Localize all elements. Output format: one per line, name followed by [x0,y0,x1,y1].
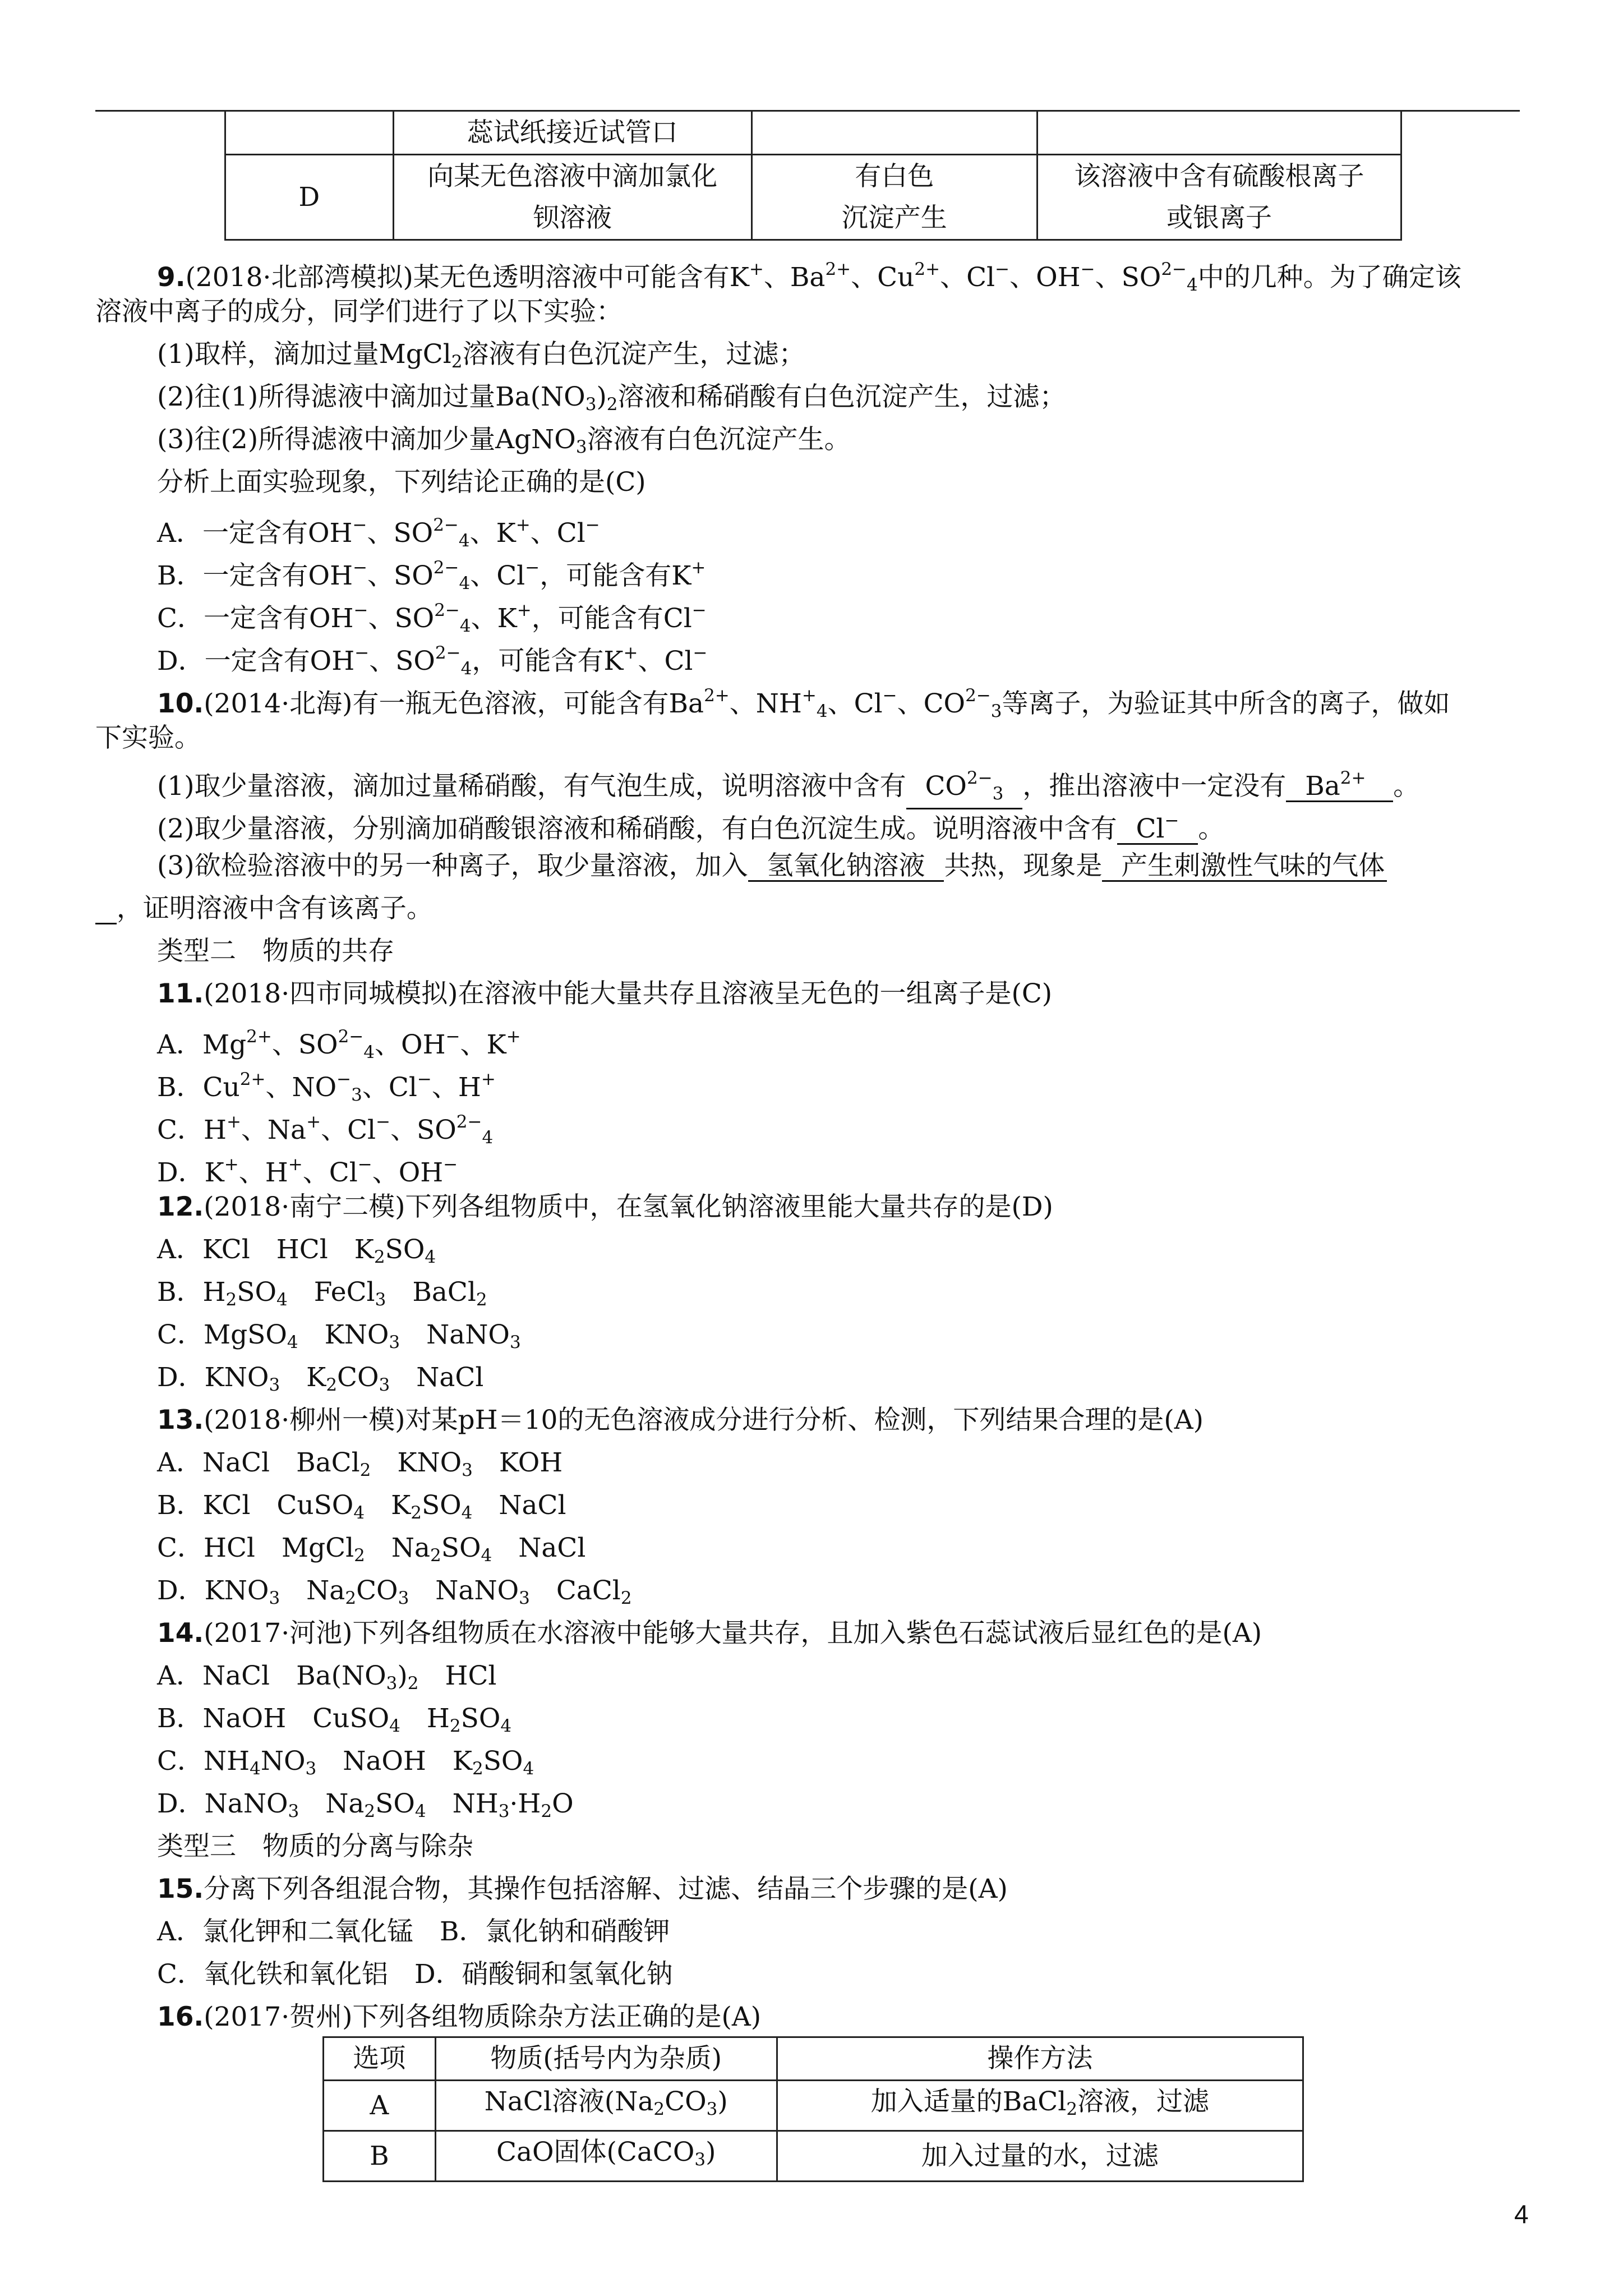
q12-option-b: B．$H_2SO_4$ FeCl$_3$ BaCl$_2$ [157,1277,487,1310]
q10-part3: (3)欲检验溶液中的另一种离子，取少量溶液，加入 氢氧化钠溶液 共热，现象是 产生刺激性气味的气体 [157,849,1387,883]
q9-stem: 9.(2018·北部湾模拟)某无色透明溶液中可能含有K+、$Ba^{2+}$、$Cu^{2+}$、Cl−、OH−、$SO^{2-}_4$中的几种。为了确定该 [157,259,1461,295]
q12-option-c: C．MgSO$_4$ $KNO_3$ NaNO$_3$ [157,1319,521,1352]
answer-blank: $CO^{2-}_3$ [906,764,1023,809]
top-table-cell: 向某无色溶液中滴加氯化 钡溶液 [393,155,751,240]
q11-option-a: A．$Mg^{2+}$、$SO^{2-}_4$、OH−、K+ [157,1027,521,1062]
q16-stem: 16.(2017·贺州)下列各组物质除杂方法正确的是(A) [157,2001,762,2032]
table-header: 操作方法 [777,2037,1303,2081]
q9-option-d: D．一定含有OH−、$SO^{2-}_4$，可能含有K+、Cl− [157,643,708,679]
q9-option-b: B．一定含有OH−、$SO^{2-}_4$、Cl−，可能含有K+ [157,558,706,593]
q10-part2: (2)取少量溶液，分别滴加硝酸银溶液和稀硝酸，有白色沉淀生成。说明溶液中含有 Cl− 。 [157,807,1224,846]
q10-stem-cont: 下实验。 [95,723,201,753]
q9-step2: (2)往(1)所得滤液中滴加过量$Ba(NO_3)_2$溶液和稀硝酸有白色沉淀产生，过滤； [157,381,1066,415]
q11-option-b: B．$Cu^{2+}$、$NO^-_3$、Cl−、H+ [157,1069,496,1105]
q15-options-cd: C．氧化铁和氧化铝 D．硝酸铜和氢氧化钠 [157,1959,673,1990]
q9-ask: 分析上面实验现象，下列结论正确的是(C) [157,467,646,498]
q11-option-d: D．K+、H+、Cl−、OH− [157,1154,458,1188]
q9-option-c: C．一定含有OH−、$SO^{2-}_4$、K+，可能含有Cl− [157,600,707,636]
q12-stem: 12.(2018·南宁二模)下列各组物质中，在氢氧化钠溶液里能大量共存的是(D) [157,1191,1053,1222]
table-cell: A [324,2081,436,2131]
q11-stem: 11.(2018·四市同城模拟)在溶液中能大量共存且溶液呈无色的一组离子是(C) [157,978,1053,1009]
q9-option-a: A．一定含有OH−、$SO^{2-}_4$、K+、Cl− [157,515,600,551]
top-table-cell: 该溶液中含有硫酸根离子 或银离子 [1037,155,1401,240]
q13-option-c: C．HCl MgCl$_2$ $Na_2SO_4$ NaCl [157,1533,586,1566]
table-cell: 加入过量的水，过滤 [777,2131,1303,2182]
q13-option-b: B．KCl CuSO$_4$ $K_2SO_4$ NaCl [157,1490,566,1523]
section-heading-type2: 类型二 物质的共存 [157,936,394,967]
q10-part1: (1)取少量溶液，滴加过量稀硝酸，有气泡生成，说明溶液中含有 $CO^{2-}_3$ ，推出溶液中一定没有 $Ba^{2+}$ 。 [157,764,1419,809]
q14-stem: 14.(2017·河池)下列各组物质在水溶液中能够大量共存，且加入紫色石蕊试液后显红色的是(A) [157,1618,1262,1649]
table-header: 物质(括号内为杂质) [435,2037,777,2081]
q13-stem: 13.(2018·柳州一模)对某pH＝10的无色溶液成分进行分析、检测，下列结果合理的是(A) [157,1405,1204,1435]
q10-stem: 10.(2014·北海)有一瓶无色溶液，可能含有$Ba^{2+}$、$NH^+_4$、Cl−、$CO^{2-}_3$等离子，为验证其中所含的离子，做如 [157,685,1450,721]
q9-step3: (3)往(2)所得滤液中滴加少量AgNO$_3$溶液有白色沉淀产生。 [157,424,851,457]
table-cell: CaO固体(CaCO$_3$) [435,2131,777,2182]
q9-stem-cont: 溶液中离子的成分，同学们进行了以下实验： [95,296,623,327]
table-row [324,2081,1303,2131]
q14-option-a: A．NaCl $Ba(NO_3)_2$ HCl [157,1660,497,1694]
answer-blank: 产生刺激性气味的气体 [1102,852,1387,882]
top-table-cell [751,111,1037,155]
top-table-cell: D [225,155,394,240]
section-heading-type3: 类型三 物质的分离与除杂 [157,1831,473,1862]
table-cell: B [324,2131,436,2182]
q12-option-a: A．KCl HCl $K_2SO_4$ [157,1234,436,1267]
answer-blank: 氢氧化钠溶液 [748,852,944,882]
top-table-cell [225,111,394,155]
q14-option-b: B．NaOH CuSO$_4$ $H_2SO_4$ [157,1703,512,1736]
q15-options-ab: A．氯化钾和二氧化锰 B．氯化钠和硝酸钾 [157,1916,670,1947]
q10-part3-cont: ，证明溶液中含有该离子。 [95,892,433,926]
top-table-cell: 有白色 沉淀产生 [751,155,1037,240]
table-header: 选项 [324,2037,436,2081]
q13-option-a: A．NaCl BaCl$_2$ $KNO_3$ KOH [157,1447,563,1480]
answer-blank: $Ba^{2+}$ [1286,764,1393,802]
top-table [224,110,1402,241]
top-table-cell: 蕊试纸接近试管口 [393,111,751,155]
q13-option-d: D．$KNO_3$ $Na_2CO_3$ NaNO$_3$ CaCl$_2$ [157,1575,632,1608]
table-cell: 加入适量的BaCl$_2$溶液，过滤 [777,2081,1303,2131]
table-row [324,2131,1303,2182]
table-cell: NaCl溶液$(Na_2CO_3)$ [435,2081,777,2131]
answer-blank: Cl− [1117,807,1198,845]
q16-table [322,2036,1304,2182]
page-number: 4 [1514,2200,1529,2229]
q11-option-c: C．H+、Na+、Cl−、$SO^{2-}_4$ [157,1112,494,1148]
q14-option-d: D．NaNO$_3$ $Na_2SO_4$ $NH_3\cdot H_2O$ [157,1788,574,1821]
q9-step1: (1)取样，滴加过量MgCl$_2$溶液有白色沉淀产生，过滤； [157,339,805,372]
q15-stem: 15.分离下列各组混合物，其操作包括溶解、过滤、结晶三个步骤的是(A) [157,1874,1008,1904]
q14-option-c: C．$NH_4NO_3$ NaOH $K_2SO_4$ [157,1746,534,1779]
q12-option-d: D．$KNO_3$ $K_2CO_3$ NaCl [157,1362,484,1395]
top-table-cell [1037,111,1401,155]
